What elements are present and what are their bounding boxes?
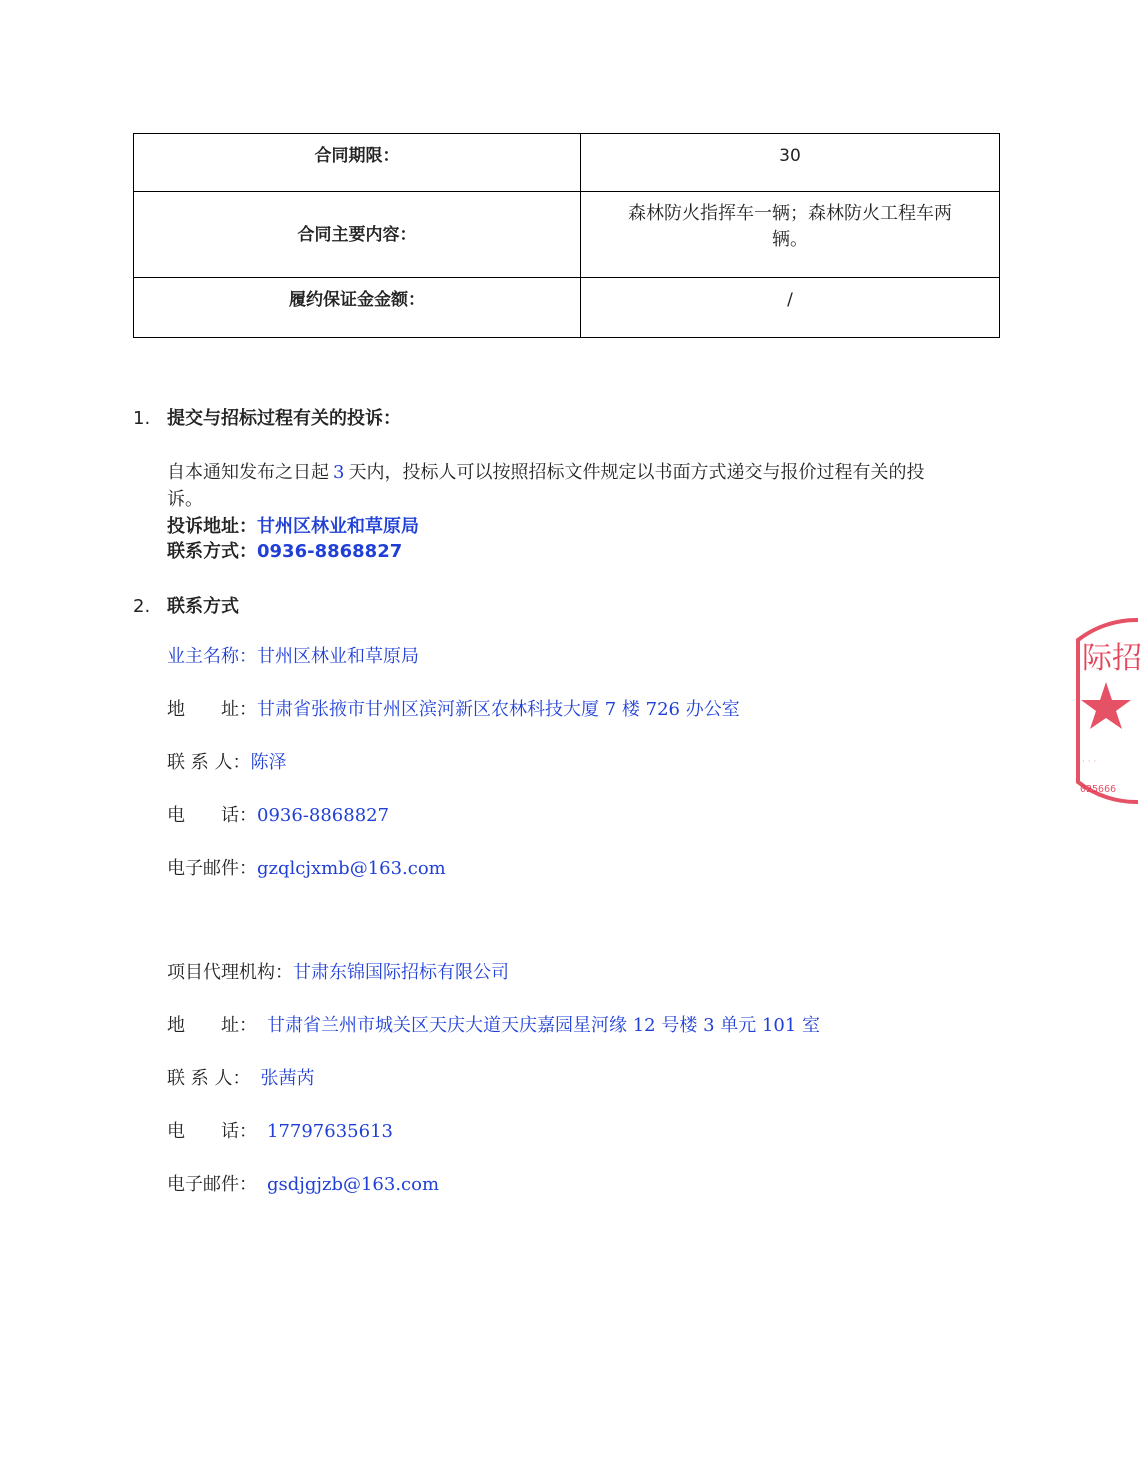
agency-name-row xyxy=(167,960,509,986)
owner-email-row xyxy=(167,856,446,882)
section2-number: 2. xyxy=(133,596,151,617)
contract-term-label: 合同期限： xyxy=(134,134,581,192)
svg-text:际招: 际招 xyxy=(1082,641,1142,676)
contract-content-label: 合同主要内容： xyxy=(134,192,581,278)
complaint-contact-row xyxy=(167,539,402,565)
agency-name-label: 项目代理机构： xyxy=(167,962,293,983)
section1-paragraph-line1 xyxy=(167,460,924,486)
owner-address-value: 甘肃省张掖市甘州区滨河新区农林科技大厦 7 楼 726 办公室 xyxy=(257,699,740,720)
agency-phone-label: 电 话： xyxy=(167,1121,257,1142)
owner-contact-person-row xyxy=(167,750,286,776)
section1-title: 提交与招标过程有关的投诉： xyxy=(167,408,401,429)
agency-address-value: 甘肃省兰州市城关区天庆大道天庆嘉园星河缘 12 号楼 3 单元 101 室 xyxy=(267,1015,821,1036)
contract-content-line2: 辆。 xyxy=(772,229,808,250)
paragraph-text-post: 天内，投标人可以按照招标文件规定以书面方式递交与报价过程有关的投 xyxy=(348,462,925,483)
svg-text:025666: 025666 xyxy=(1080,784,1117,795)
company-seal-stamp xyxy=(1068,616,1148,806)
table-row xyxy=(134,278,1000,338)
complaint-contact-label: 联系方式： xyxy=(167,541,257,562)
owner-address-row xyxy=(167,697,740,723)
paragraph-text-pre: 自本通知发布之日起 xyxy=(167,462,329,483)
section1-paragraph-line2: 诉。 xyxy=(167,489,203,510)
agency-phone-value: 17797635613 xyxy=(267,1121,393,1142)
performance-bond-value: / xyxy=(581,278,1000,338)
owner-address-label: 地 址： xyxy=(167,699,257,720)
owner-name-value: 甘州区林业和草原局 xyxy=(257,646,419,667)
seal-star-icon xyxy=(1081,682,1131,729)
contract-content-line1: 森林防火指挥车一辆；森林防火工程车两 xyxy=(628,203,952,224)
agency-phone-row xyxy=(167,1119,393,1145)
agency-contact-person-row xyxy=(167,1066,314,1092)
complaint-days: 3 xyxy=(333,462,345,483)
complaint-address-value: 甘州区林业和草原局 xyxy=(257,516,419,537)
contract-info-table xyxy=(133,133,1000,338)
agency-contact-person-value: 张茜芮 xyxy=(260,1068,315,1089)
agency-email-value[interactable]: gsdjgjzb@163.com xyxy=(267,1174,440,1195)
owner-phone-label: 电 话： xyxy=(167,805,257,826)
owner-phone-row xyxy=(167,803,389,829)
agency-email-row xyxy=(167,1172,439,1198)
complaint-address-row xyxy=(167,514,419,540)
agency-name-value: 甘肃东锦国际招标有限公司 xyxy=(293,962,509,983)
owner-email-label: 电子邮件： xyxy=(167,858,257,879)
performance-bond-label: 履约保证金金额： xyxy=(134,278,581,338)
owner-name-row xyxy=(167,644,419,670)
table-row xyxy=(134,134,1000,192)
owner-contact-person-label: 联 系 人： xyxy=(167,752,251,773)
contract-term-value: 30 xyxy=(581,134,1000,192)
owner-phone-value: 0936-8868827 xyxy=(257,805,390,826)
contract-content-value xyxy=(581,192,1000,278)
section2-title: 联系方式 xyxy=(167,596,239,617)
table-row xyxy=(134,192,1000,278)
owner-email-value[interactable]: gzqlcjxmb@163.com xyxy=(257,858,446,879)
agency-address-label: 地 址： xyxy=(167,1015,257,1036)
svg-text:· · ·: · · · xyxy=(1082,757,1097,767)
complaint-contact-value: 0936-8868827 xyxy=(257,541,403,562)
complaint-address-label: 投诉地址： xyxy=(167,516,257,537)
agency-contact-person-label: 联 系 人： xyxy=(167,1068,251,1089)
owner-name-label: 业主名称： xyxy=(167,646,257,667)
agency-email-label: 电子邮件： xyxy=(167,1174,257,1195)
owner-contact-person-value: 陈泽 xyxy=(250,752,287,773)
agency-address-row xyxy=(167,1013,820,1039)
section1-number: 1. xyxy=(133,408,151,429)
